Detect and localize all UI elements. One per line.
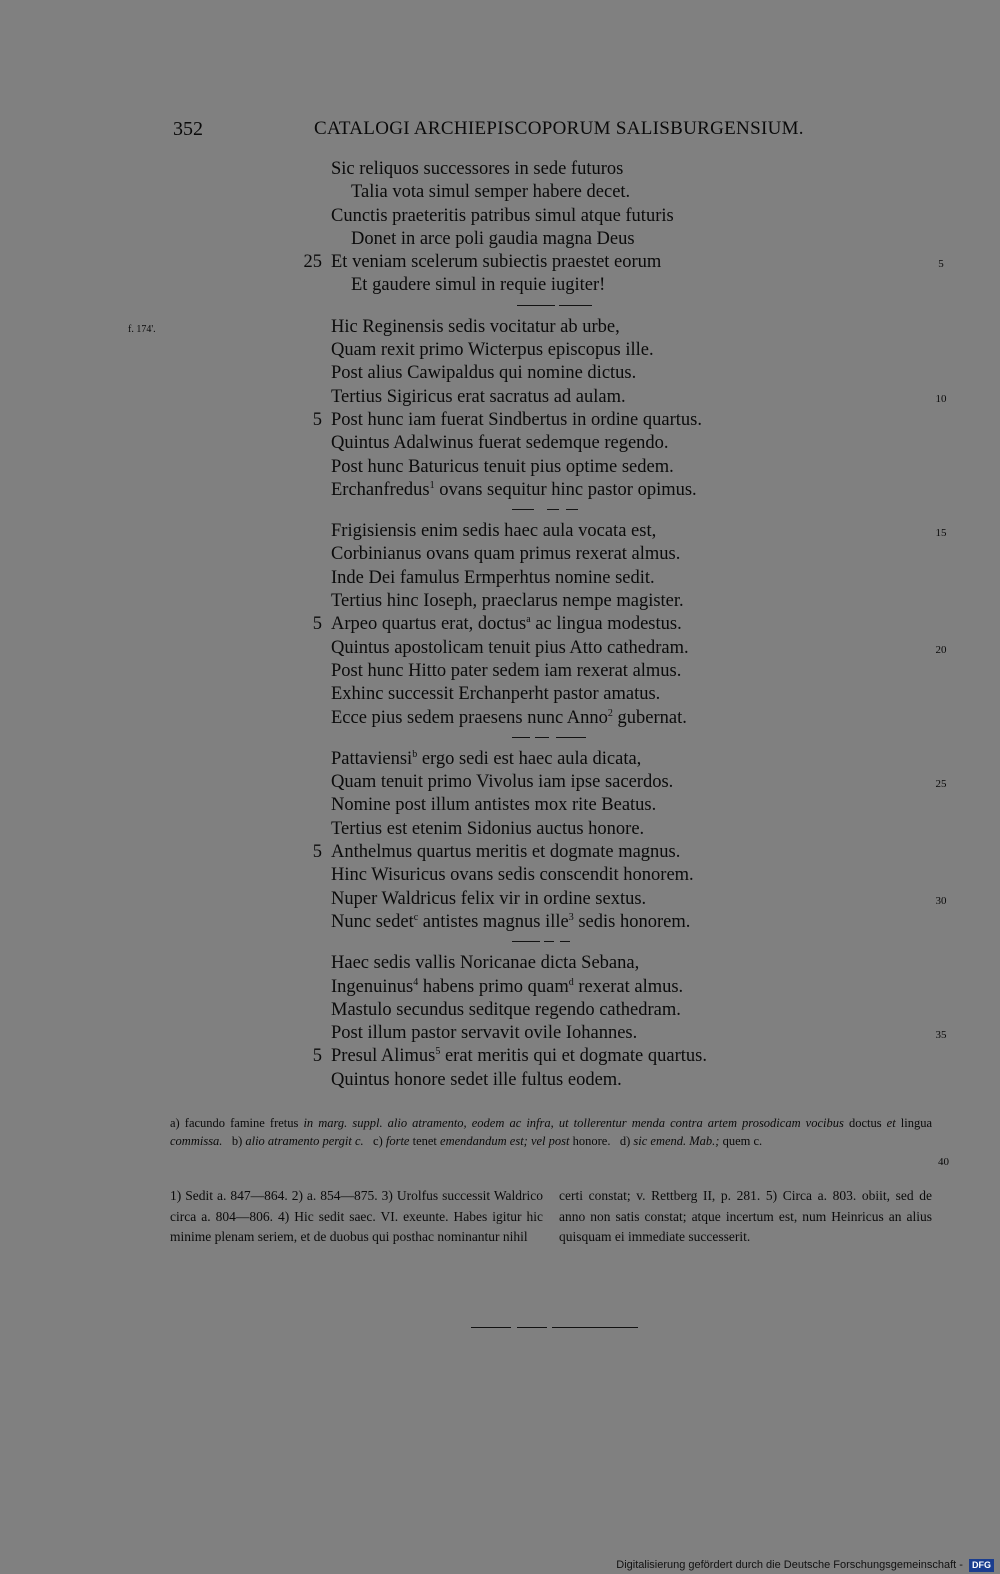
verse-text [331, 888, 646, 911]
separator-dash [535, 737, 549, 738]
verse-fragment: Ecce pius sedem praesens nunc Anno [331, 707, 608, 728]
verse-text [331, 841, 680, 864]
footnote-marker: 4 [413, 976, 419, 988]
verse-line [0, 567, 1000, 590]
verse-text [351, 274, 605, 297]
poem-body [0, 158, 1000, 1092]
verse-fragment: Ingenuinus [331, 976, 414, 997]
note-b-text: alio atramento pergit c. [245, 1134, 364, 1148]
verse-line [0, 158, 1000, 181]
verse-number: 5 [312, 842, 322, 863]
end-rule [471, 1327, 511, 1328]
verse-fragment: Hinc Wisuricus ovans sedis conscendit honorem. [331, 865, 694, 886]
verse-line [0, 456, 1000, 479]
running-title: CATALOGI ARCHIEPISCOPORUM SALISBURGENSIUM. [314, 118, 804, 139]
verse-line [0, 181, 1000, 204]
verse-text [331, 1022, 637, 1045]
note-a-italic-end: commissa. [170, 1134, 223, 1148]
note-b-label: b) [231, 1134, 243, 1148]
verse-text [331, 251, 661, 274]
poem-section [0, 316, 1000, 502]
verse-text [331, 362, 636, 385]
verse-fragment: Quam tenuit primo Vivolus iam ipse sacerdos. [331, 772, 674, 793]
verse-text [331, 660, 681, 683]
verse-text [331, 479, 697, 502]
textual-notes [170, 1114, 932, 1150]
separator-dash [566, 509, 578, 510]
verse-line [0, 841, 1000, 864]
margin-line-number: 10 [935, 392, 947, 405]
verse-line [0, 888, 1000, 911]
verse-text [331, 864, 694, 887]
commentary-column-left: 1) Sedit a. 847—864. 2) a. 854—875. 3) Urolfus successit Waldrico circa a. 804—806. 4) Hic sedit saec. VI. exeunte. Habes igitur hic minime plenam seriem, et de duobus qui posthac nominantur nihil [170, 1188, 543, 1244]
verse-fragment: Haec sedis vallis Noricanae dicta Sebana, [331, 953, 640, 974]
poem-section [0, 158, 1000, 298]
verse-fragment: Talia vota simul semper habere decet. [351, 182, 631, 203]
verse-line [0, 864, 1000, 887]
verse-text [351, 228, 635, 251]
end-rule [552, 1327, 638, 1328]
verse-fragment: Post hunc iam fuerat Sindbertus in ordine quartus. [331, 409, 702, 430]
verse-fragment: Post alius Cawipaldus qui nomine dictus. [331, 363, 637, 384]
note-c-word2: honore. [572, 1134, 611, 1148]
verse-fragment: Cunctis praeteritis patribus simul atque futuris [331, 205, 674, 226]
verse-line [0, 274, 1000, 297]
verse-text [331, 567, 655, 590]
verse-line [0, 362, 1000, 385]
verse-text [331, 316, 620, 339]
section-separator [0, 298, 1000, 316]
verse-text [331, 637, 689, 660]
verse-text [331, 952, 639, 975]
verse-text [331, 999, 681, 1022]
footnote-marker: b [412, 748, 418, 760]
footnote-marker: d [568, 976, 574, 988]
poem-section [0, 748, 1000, 934]
note-d-label: d) [619, 1134, 631, 1148]
verse-line [0, 432, 1000, 455]
verse-fragment: Quintus Adalwinus fuerat sedemque regendo. [331, 433, 669, 454]
verse-fragment: Mastulo secundus seditque regendo cathedram. [331, 999, 681, 1020]
note-a-text: facundo famine fretus [184, 1116, 299, 1130]
commentary-notes [170, 1186, 932, 1248]
verse-text [331, 794, 656, 817]
verse-number: 5 [312, 614, 322, 635]
verse-text [331, 432, 669, 455]
verse-text [331, 911, 690, 934]
end-rule [517, 1327, 547, 1328]
margin-line-number: 20 [935, 643, 947, 656]
verse-fragment: Et gaudere simul in requie iugiter! [351, 275, 606, 296]
verse-fragment: Pattaviensi [331, 748, 413, 769]
verse-fragment: Hic Reginensis sedis vocitatur ab urbe, [331, 316, 620, 337]
verse-fragment: Presul Alimus [331, 1046, 436, 1067]
section-separator [0, 730, 1000, 748]
note-d-italic: sic emend. Mab.; [633, 1134, 720, 1148]
credit-text: Digitalisierung gefördert durch die Deutsche Forschungsgemeinschaft - [616, 1559, 963, 1571]
footnote-marker: 1 [429, 479, 435, 491]
section-separator [0, 502, 1000, 520]
verse-line [0, 1022, 1000, 1045]
note-a-word: doctus [848, 1116, 882, 1130]
verse-line [0, 339, 1000, 362]
verse-text [331, 520, 656, 543]
digitization-credit [600, 1556, 1000, 1574]
note-a-italic-et: et [886, 1116, 896, 1130]
verse-text [331, 543, 680, 566]
verse-fragment: sedis honorem. [573, 911, 691, 932]
verse-text [331, 339, 654, 362]
verse-fragment: Frigisiensis enim sedis haec aula vocata est, [331, 521, 657, 542]
verse-fragment: Corbinianus ovans quam primus rexerat almus. [331, 544, 681, 565]
verse-text [351, 181, 630, 204]
verse-line [0, 613, 1000, 636]
footnote-marker: 3 [568, 911, 574, 923]
verse-fragment: Post hunc Baturicus tenuit pius optime sedem. [331, 456, 674, 477]
verse-text [331, 683, 660, 706]
page-number: 352 [173, 118, 203, 140]
separator-dash [547, 509, 559, 510]
verse-text [331, 748, 641, 771]
verse-fragment: Nuper Waldricus felix vir in ordine sextus. [331, 888, 647, 909]
note-a-word-lingua: lingua [900, 1116, 933, 1130]
verse-text [331, 1045, 707, 1068]
note-c-word: tenet [412, 1134, 437, 1148]
verse-fragment: habens primo quam [418, 976, 569, 997]
separator-dash [544, 941, 554, 942]
verse-fragment: Donet in arce poli gaudia magna Deus [351, 228, 635, 249]
verse-text [331, 590, 684, 613]
separator-dash [517, 305, 555, 306]
verse-fragment: Tertius hinc Ioseph, praeclarus nempe magister. [331, 591, 684, 612]
verse-line [0, 976, 1000, 999]
separator-dash [556, 737, 586, 738]
verse-fragment: Exhinc successit Erchanperht pastor amatus. [331, 684, 661, 705]
verse-text [331, 158, 623, 181]
verse-line [0, 911, 1000, 934]
verse-text [331, 707, 687, 730]
verse-line [0, 683, 1000, 706]
verse-fragment: Sic reliquos successores in sede futuros [331, 159, 624, 179]
verse-fragment: Anthelmus quartus meritis et dogmate magnus. [331, 842, 681, 863]
margin-line-number: 15 [935, 527, 947, 540]
margin-line-number: 40 [938, 1156, 949, 1168]
note-a-italic: in marg. suppl. alio atramento, eodem ac infra, ut tollerentur menda contra artem prosodicam vocibus [303, 1116, 844, 1130]
verse-fragment: Quintus honore sedet ille fultus eodem. [331, 1069, 622, 1090]
verse-text [331, 771, 673, 794]
separator-dash [560, 941, 570, 942]
verse-line [0, 386, 1000, 409]
verse-line [0, 794, 1000, 817]
verse-line [0, 520, 1000, 543]
verse-fragment: ovans sequitur hinc pastor opimus. [434, 479, 697, 500]
verse-fragment: Post hunc Hitto pater sedem iam rexerat almus. [331, 660, 682, 681]
verse-line [0, 316, 1000, 339]
verse-fragment: antistes magnus ille [418, 911, 569, 932]
separator-dash [512, 941, 540, 942]
verse-fragment: gubernat. [612, 707, 687, 728]
note-c-italic: forte [385, 1134, 410, 1148]
verse-line [0, 205, 1000, 228]
verse-fragment: Inde Dei famulus Ermperhtus nomine sedit. [331, 567, 655, 588]
verse-line [0, 251, 1000, 274]
verse-fragment: Quam rexit primo Wicterpus episcopus ille. [331, 340, 654, 361]
verse-line [0, 660, 1000, 683]
verse-text [331, 976, 683, 999]
verse-number: 5 [312, 409, 322, 430]
verse-text [331, 1069, 622, 1092]
verse-line [0, 479, 1000, 502]
verse-line [0, 1045, 1000, 1068]
verse-fragment: Nomine post illum antistes mox rite Beatus. [331, 795, 657, 816]
verse-text [331, 818, 644, 841]
verse-text [331, 205, 674, 228]
note-c-label: c) [373, 1134, 383, 1148]
verse-line [0, 637, 1000, 660]
folio-reference: f. 174'. [128, 323, 156, 335]
verse-line [0, 543, 1000, 566]
margin-line-number: 5 [938, 258, 944, 271]
verse-fragment: Post illum pastor servavit ovile Iohannes. [331, 1023, 638, 1044]
footnote-marker: c [413, 911, 419, 923]
footnote-marker: a [526, 614, 531, 626]
footnote-marker: 2 [607, 707, 613, 719]
verse-text [331, 613, 682, 636]
margin-line-number: 35 [935, 1029, 947, 1042]
verse-line [0, 590, 1000, 613]
verse-line [0, 771, 1000, 794]
separator-dash [559, 305, 592, 306]
verse-fragment: Nunc sedet [331, 911, 414, 932]
poem-section [0, 952, 1000, 1092]
verse-line [0, 952, 1000, 975]
verse-number: 25 [303, 252, 322, 273]
verse-fragment: Et veniam scelerum subiectis praestet eorum [331, 252, 662, 273]
verse-fragment: Tertius est etenim Sidonius auctus honore. [331, 818, 645, 839]
verse-fragment: erat meritis qui et dogmate quartus. [440, 1046, 707, 1067]
verse-line [0, 228, 1000, 251]
verse-number: 5 [312, 1046, 322, 1067]
verse-text [331, 386, 626, 409]
verse-fragment: ergo sedi est haec aula dicata, [417, 748, 642, 769]
note-a-label: a) [170, 1116, 180, 1130]
note-d-text: quem c. [722, 1134, 763, 1148]
verse-line [0, 409, 1000, 432]
verse-line [0, 707, 1000, 730]
verse-line [0, 1069, 1000, 1092]
verse-fragment: rexerat almus. [573, 976, 684, 997]
margin-line-number: 30 [935, 894, 947, 907]
footnote-marker: 5 [435, 1046, 441, 1058]
verse-fragment: Quintus apostolicam tenuit pius Atto cathedram. [331, 637, 689, 658]
verse-fragment: Arpeo quartus erat, doctus [331, 614, 527, 635]
verse-line [0, 818, 1000, 841]
poem-section [0, 520, 1000, 730]
margin-line-number: 25 [935, 778, 947, 791]
separator-dash [512, 509, 534, 510]
verse-fragment: ac lingua modestus. [530, 614, 682, 635]
verse-line [0, 748, 1000, 771]
verse-text [331, 409, 702, 432]
page-header [0, 118, 1000, 144]
dfg-logo-icon: DFG [969, 1559, 994, 1572]
verse-fragment: Tertius Sigiricus erat sacratus ad aulam. [331, 386, 626, 407]
verse-line [0, 999, 1000, 1022]
verse-text [331, 456, 674, 479]
section-separator [0, 934, 1000, 952]
verse-fragment: Erchanfredus [331, 479, 430, 500]
separator-dash [512, 737, 530, 738]
note-c-italic2: emendandum est; vel post [440, 1134, 570, 1148]
commentary-column-right: certi constat; v. Rettberg II, p. 281. 5) Circa a. 803. obiit, sed de anno non satis constat; atque incertum est, num Heinricus an alius quisquam ei immediate successerit. [559, 1188, 932, 1244]
